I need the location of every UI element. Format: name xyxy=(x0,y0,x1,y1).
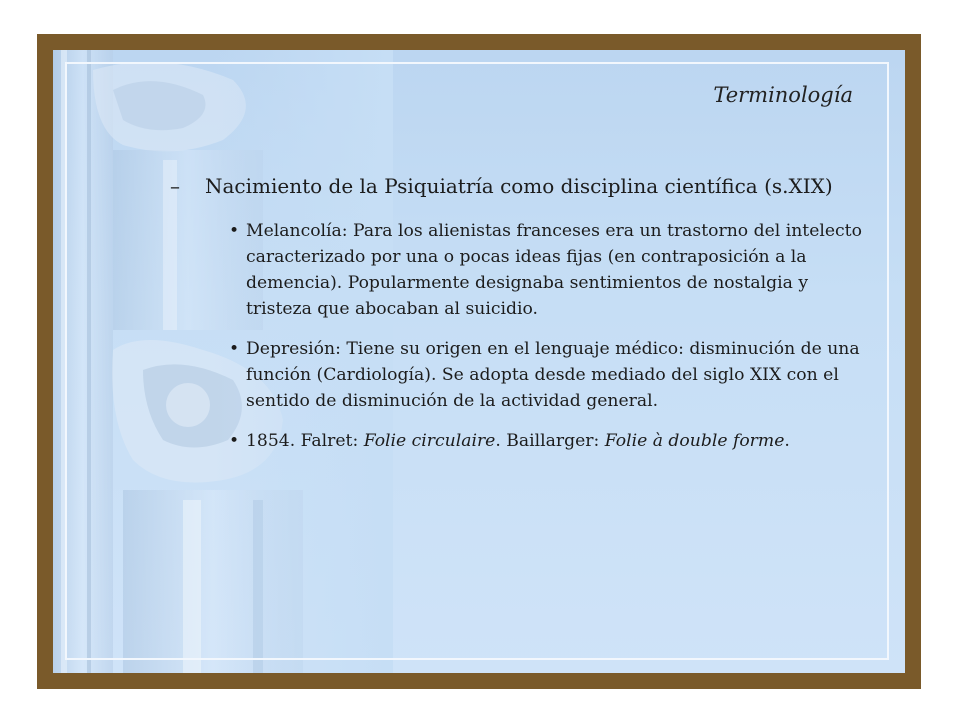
bullet-marker: • xyxy=(229,431,240,451)
slide-frame xyxy=(37,34,921,689)
bullet-text-part: . Baillarger: xyxy=(495,431,605,451)
slide-panel xyxy=(53,50,905,673)
bullet-text: Depresión: Tiene su origen en el lenguaje médico: disminución de una función (Cardiología). Se adopta desde mediado del siglo XIX con el sentido de disminución de la actividad general. xyxy=(246,339,860,411)
bullet-marker: • xyxy=(229,339,240,359)
bullet-marker: • xyxy=(229,221,240,241)
slide-content xyxy=(170,173,870,468)
bullet-text: Melancolía: Para los alienistas franceses era un trastorno del intelecto caracterizado por una o pocas ideas fijas (en contraposición a la demencia). Popularmente designaba sentimientos de nostalgia y tristeza que abocaban al suicidio. xyxy=(246,221,862,319)
bullet-text-part: 1854. Falret: xyxy=(246,431,364,451)
bullet-item-melancolia xyxy=(170,218,870,322)
bullet-text-part: . xyxy=(784,431,790,451)
bullet-item-depresion xyxy=(170,336,870,414)
heading-item xyxy=(170,173,870,200)
slide-title: Terminología xyxy=(713,83,853,107)
bullet-italic-folie-double: Folie à double forme xyxy=(604,431,785,451)
heading-text: Nacimiento de la Psiquiatría como disciplina científica (s.XIX) xyxy=(205,174,833,198)
dash-marker: – xyxy=(170,174,180,198)
bullet-item-falret xyxy=(170,428,870,454)
bullet-italic-folie-circulaire: Folie circulaire xyxy=(363,431,496,451)
bullet-list xyxy=(170,218,870,454)
